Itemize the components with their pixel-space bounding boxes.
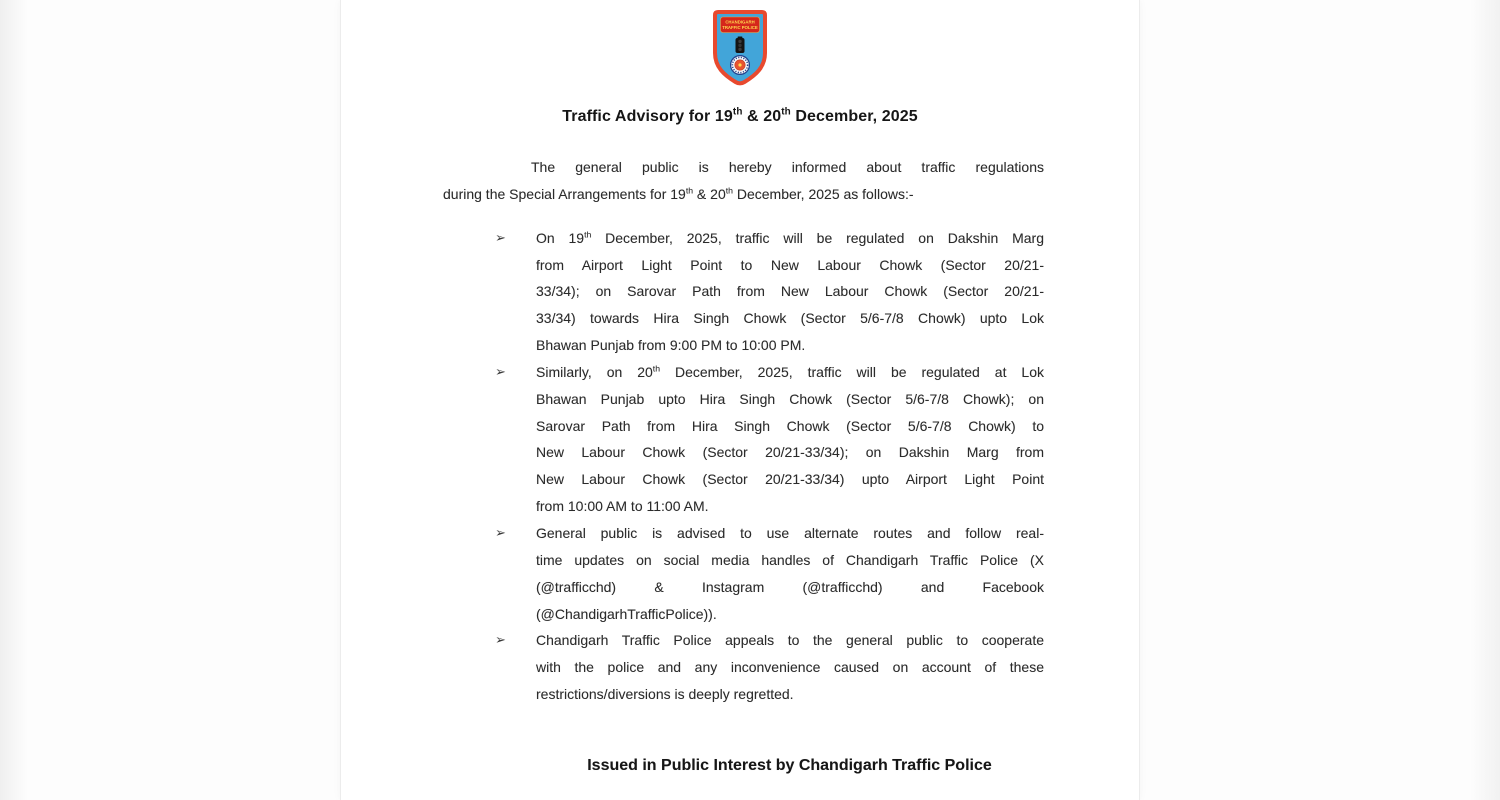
bullet-text: Chandigarh Traffic Police appeals to the general public to cooperate with the police and any inconvenience caused on account of these restrictions/diversions is deeply regretted. <box>536 632 1044 703</box>
document-page <box>340 0 1140 800</box>
bullet-text: On 19th December, 2025, traffic will be regulated on Dakshin Marg from Airport Light Point to New Labour Chowk (Sector 20/21- 33/34); on Sarovar Path from New Labour Chowk (Sector 20/21- 33/34) towards Hira Singh Chowk (Sector 5/6-7/8 Chowk) upto Lok Bhawan Punjab from 9:00 PM to 10:00 PM. <box>536 229 1045 354</box>
bullet-item-alternate-routes <box>443 520 1044 627</box>
police-shield-icon <box>711 8 769 88</box>
document-body <box>341 154 1139 780</box>
bullet-list <box>443 225 1044 708</box>
bullet-text: Similarly, on 20th December, 2025, traffic will be regulated at Lok Bhawan Punjab upto Hira Singh Chowk (Sector 5/6-7/8 Chowk); on Sarovar Path from Hira Singh Chowk (Sector 5/6-7/8 Chowk) to New Labour Chowk (Sector 20/21-33/34); on Dakshin Marg from New Labour Chowk (Sector 20/21-33/34) upto Airport Light Point from 10:00 AM to 11:00 AM. <box>536 363 1044 515</box>
right-edge-shadow <box>1470 0 1500 800</box>
left-edge-shadow <box>0 0 28 800</box>
bullet-text: General public is advised to use alternate routes and follow real- time updates on social media handles of Chandigarh Traffic Police (X (@trafficchd) & Instagram (@trafficchd) and Facebook (@ChandigarhTrafficPolice)). <box>536 524 1044 622</box>
chandigarh-traffic-police-logo <box>711 8 769 88</box>
arrow-bullet-icon: ➢ <box>495 632 506 648</box>
bullet-item-regulation-dec20 <box>443 359 1044 520</box>
arrow-bullet-icon: ➢ <box>495 229 506 245</box>
traffic-light-icon <box>736 37 745 54</box>
bullet-item-regulation-dec19 <box>443 225 1044 359</box>
page-title: Traffic Advisory for 19th & 20th December, 2025 <box>562 106 918 125</box>
issued-by-footer: Issued in Public Interest by Chandigarh Traffic Police <box>587 756 992 774</box>
arrow-bullet-icon: ➢ <box>495 363 506 379</box>
bullet-item-appeal <box>443 627 1044 708</box>
intro-paragraph: The general public is hereby informed about traffic regulations during the Special Arrangements for 19th & 20th December, 2025 as follows:- <box>443 159 1044 202</box>
logo-banner-line2: TRAFFIC POLICE <box>722 25 758 31</box>
arrow-bullet-icon: ➢ <box>495 524 506 540</box>
logo-banner-line1: CHANDIGARH <box>725 19 755 25</box>
police-emblem-icon <box>731 56 750 75</box>
